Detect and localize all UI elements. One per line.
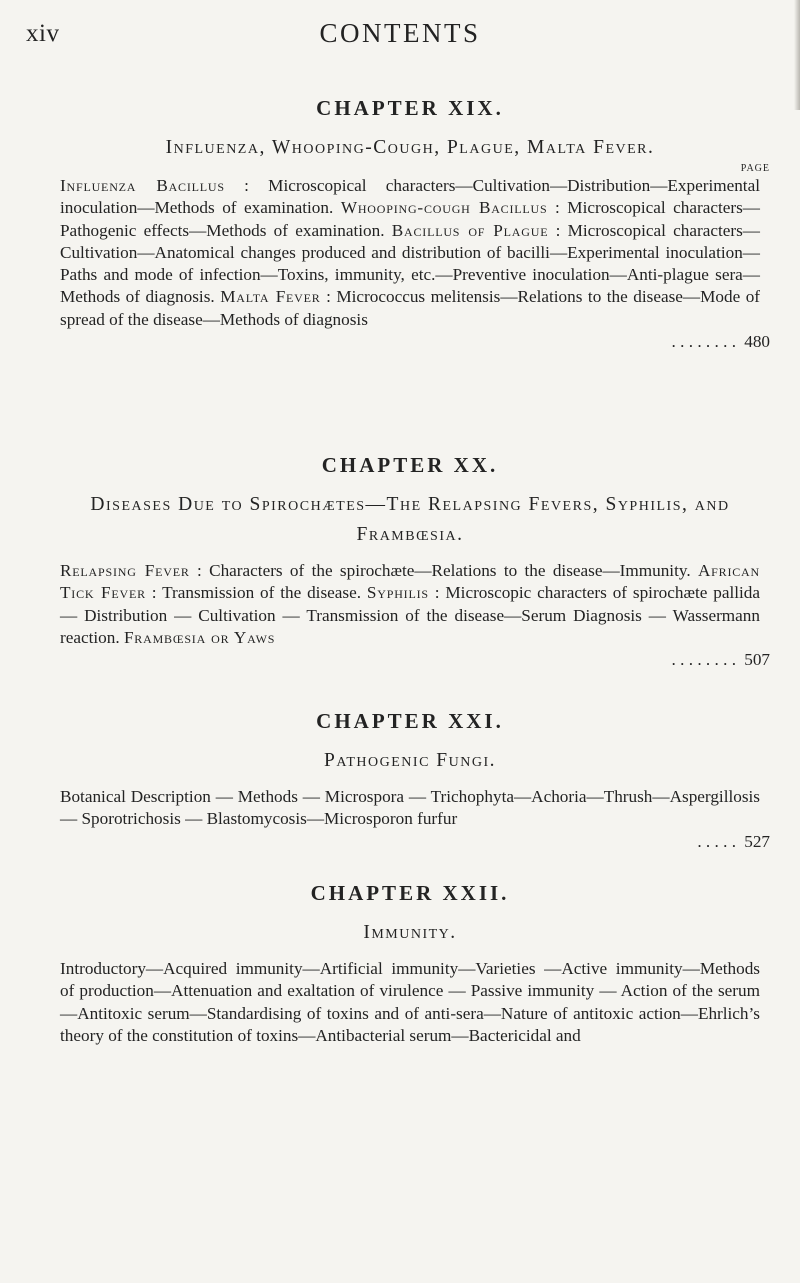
topic-heading: Malta Fever bbox=[220, 287, 321, 307]
chapter-title: CHAPTER XXII. bbox=[310, 881, 510, 905]
page-reference: 507 bbox=[744, 650, 770, 670]
chapter-subtitle: Immunity. bbox=[363, 922, 457, 943]
page-number: xiv bbox=[26, 20, 60, 47]
chapter-contents bbox=[60, 786, 760, 831]
chapter-xx bbox=[60, 452, 770, 671]
leader-dots: . . . . . . . . bbox=[671, 332, 736, 352]
page-header bbox=[0, 18, 800, 52]
topic-heading: Relapsing Fever bbox=[60, 561, 190, 580]
chapter-contents bbox=[60, 560, 760, 649]
page-reference-line bbox=[60, 831, 770, 853]
chapter-contents bbox=[60, 958, 760, 1047]
topic-heading: Whooping-cough Bacillus bbox=[340, 198, 548, 218]
topic-text: : Characters of the spirochæte—Relations to the disease—Immunity. bbox=[189, 561, 698, 580]
page-reference: 480 bbox=[744, 332, 770, 352]
running-title: CONTENTS bbox=[319, 18, 481, 48]
topic-text: Botanical Description — Methods — Microspora — Trichophyta—Achoria—Thrush—Aspergillosis — Sporotrichosis — Blastomycosis—Microsporon furfur bbox=[60, 787, 760, 829]
topic-text: : Transmission of the disease. bbox=[145, 583, 367, 603]
topic-heading: Bacillus of Plague bbox=[391, 220, 549, 240]
topic-text: : Microscopical characters—Cultivation—Distribution—Experimental inoculation—Methods of examination. bbox=[60, 176, 760, 218]
chapter-title: CHAPTER XIX. bbox=[316, 96, 504, 120]
topic-text: : Microscopical characters—Cultivation—Anatomical changes produced and distribution of bacilli—Experimental inoculation—Paths and mode of infection—Toxins, immunity, etc.—Preventive inoculation—Anti-plague sera—Methods of diagnosis. bbox=[60, 220, 760, 307]
page-reference: 527 bbox=[744, 831, 770, 851]
page-reference-line bbox=[60, 649, 770, 671]
page-column-label: PAGE bbox=[740, 163, 770, 174]
page-edge-shadow bbox=[794, 0, 800, 110]
chapter-xxi bbox=[60, 708, 770, 853]
chapter-subtitle: Influenza, Whooping-Cough, Plague, Malta Fever. bbox=[165, 137, 655, 158]
page-reference-line bbox=[60, 331, 770, 353]
chapter-subtitle: Pathogenic Fungi. bbox=[323, 750, 497, 771]
topic-text: Introductory—Acquired immunity—Artificial immunity—Varieties —Active immunity—Methods of production—Attenuation and exaltation of virulence — Passive immunity — Action of the serum—Antitoxic serum—Standardising of toxins and of anti-sera—Nature of antitoxic action—Ehrlich’s theory of the constitution of toxins—Antibacterial serum—Bactericidal and bbox=[60, 959, 760, 1045]
leader-dots: . . . . . bbox=[697, 831, 736, 851]
chapter-title: CHAPTER XX. bbox=[321, 453, 499, 477]
topic-text: : Microscopic characters of spirochæte pallida — Distribution — Cultivation — Transmission of the disease—Serum Diagnosis — Wassermann reaction. bbox=[60, 583, 760, 647]
topic-text: : Micrococcus melitensis—Relations to the disease—Mode of spread of the disease—Methods of diagnosis bbox=[60, 287, 761, 329]
chapter-contents bbox=[60, 175, 760, 331]
chapter-xxii bbox=[60, 880, 760, 1047]
topic-heading: Frambœsia or Yaws bbox=[123, 627, 276, 647]
chapter-subtitle: Diseases Due to Spirochætes—The Relapsing Fevers, Syphilis, and Frambœsia. bbox=[90, 494, 730, 545]
topic-heading: African Tick Fever bbox=[60, 561, 760, 603]
chapter-title: CHAPTER XXI. bbox=[316, 709, 504, 733]
chapter-xix bbox=[60, 95, 770, 353]
leader-dots: . . . . . . . . bbox=[671, 650, 736, 670]
topic-text: : Microscopical characters—Pathogenic effects—Methods of examination. bbox=[60, 198, 760, 240]
topic-heading: Syphilis bbox=[366, 583, 429, 603]
topic-heading: Influenza Bacillus bbox=[60, 176, 225, 195]
